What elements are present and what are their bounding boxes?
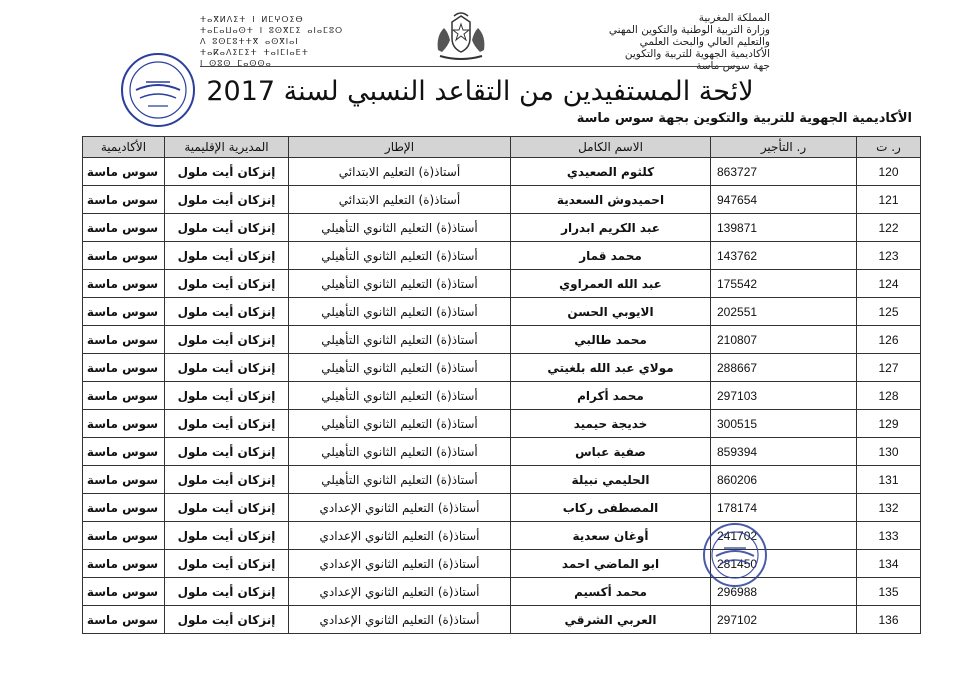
cell-directorate: إنزكان أيت ملول [165, 214, 289, 242]
cell-academy: سوس ماسة [83, 326, 165, 354]
page-subtitle: الأكاديمية الجهوية للتربية والتكوين بجهة سوس ماسة [576, 111, 912, 126]
cell-num: 135 [857, 578, 921, 606]
cell-academy: سوس ماسة [83, 522, 165, 550]
cell-academy: سوس ماسة [83, 158, 165, 186]
col-header-directorate: المديرية الإقليمية [165, 137, 289, 158]
header-tifinagh-line: ⵏ ⵙⵓⵙ ⵎⴰⵙⵙⴰ [200, 59, 272, 68]
cell-name: صفية عباس [511, 438, 711, 466]
header-arabic-block [510, 12, 770, 72]
table-row [83, 550, 921, 578]
cell-academy: سوس ماسة [83, 242, 165, 270]
cell-num: 133 [857, 522, 921, 550]
header-arabic-line: والتعليم العالي والبحث العلمي [639, 36, 770, 48]
table-row [83, 270, 921, 298]
cell-payroll: 297103 [711, 382, 857, 410]
cell-num: 120 [857, 158, 921, 186]
cell-num: 125 [857, 298, 921, 326]
cell-academy: سوس ماسة [83, 382, 165, 410]
header-arabic-line: المملكة المغربية [698, 12, 770, 24]
cell-academy: سوس ماسة [83, 410, 165, 438]
cell-role: أستاذ(ة) التعليم الثانوي التأهيلي [289, 382, 511, 410]
cell-payroll: 175542 [711, 270, 857, 298]
cell-num: 123 [857, 242, 921, 270]
cell-name: احميدوش السعدية [511, 186, 711, 214]
cell-directorate: إنزكان أيت ملول [165, 438, 289, 466]
header-tifinagh-line: ⴷ ⵓⵙⵎⵓⵜⵜⴳ ⴰⵙⴳⵏⴰⵏ [200, 37, 299, 46]
cell-num: 127 [857, 354, 921, 382]
official-stamp-icon [700, 520, 770, 590]
cell-payroll: 143762 [711, 242, 857, 270]
cell-role: أستاذ(ة) التعليم الثانوي التأهيلي [289, 354, 511, 382]
cell-payroll: 296988 [711, 578, 857, 606]
cell-academy: سوس ماسة [83, 186, 165, 214]
header-tifinagh-line: ⵜⴰⴳⵍⴷⵉⵜ ⵏ ⵍⵎⵖⵔⵉⴱ [200, 15, 304, 24]
cell-name: الحليمي نبيلة [511, 466, 711, 494]
col-header-name: الاسم الكامل [511, 137, 711, 158]
cell-role: أستاذ(ة) التعليم الثانوي التأهيلي [289, 410, 511, 438]
cell-role: أستاذ(ة) التعليم الابتدائي [289, 186, 511, 214]
cell-directorate: إنزكان أيت ملول [165, 326, 289, 354]
cell-num: 121 [857, 186, 921, 214]
col-header-num: ر. ت [857, 137, 921, 158]
table-row [83, 410, 921, 438]
table-row [83, 214, 921, 242]
col-header-role: الإطار [289, 137, 511, 158]
cell-role: أستاذ(ة) التعليم الثانوي التأهيلي [289, 214, 511, 242]
cell-role: أستاذ(ة) التعليم الثانوي التأهيلي [289, 242, 511, 270]
cell-directorate: إنزكان أيت ملول [165, 578, 289, 606]
beneficiaries-table [82, 136, 921, 634]
cell-academy: سوس ماسة [83, 214, 165, 242]
cell-payroll: 139871 [711, 214, 857, 242]
cell-directorate: إنزكان أيت ملول [165, 410, 289, 438]
header-arabic-line: جهة سوس ماسة [696, 60, 770, 72]
cell-academy: سوس ماسة [83, 298, 165, 326]
cell-payroll: 859394 [711, 438, 857, 466]
cell-payroll: 241702 [711, 522, 857, 550]
coat-of-arms-icon [430, 10, 492, 62]
cell-num: 124 [857, 270, 921, 298]
cell-payroll: 288667 [711, 354, 857, 382]
table-row [83, 242, 921, 270]
cell-num: 132 [857, 494, 921, 522]
header-tifinagh-block [200, 14, 420, 69]
cell-name: عبد الله العمراوي [511, 270, 711, 298]
cell-directorate: إنزكان أيت ملول [165, 522, 289, 550]
cell-payroll: 860206 [711, 466, 857, 494]
cell-directorate: إنزكان أيت ملول [165, 382, 289, 410]
cell-role: أستاذ(ة) التعليم الابتدائي [289, 158, 511, 186]
cell-role: أستاذ(ة) التعليم الثانوي الإعدادي [289, 578, 511, 606]
cell-payroll: 178174 [711, 494, 857, 522]
cell-directorate: إنزكان أيت ملول [165, 606, 289, 634]
col-header-academy: الأكاديمية [83, 137, 165, 158]
cell-role: أستاذ(ة) التعليم الثانوي التأهيلي [289, 270, 511, 298]
header-divider [200, 66, 740, 67]
cell-role: أستاذ(ة) التعليم الثانوي الإعدادي [289, 522, 511, 550]
cell-payroll: 863727 [711, 158, 857, 186]
cell-role: أستاذ(ة) التعليم الثانوي التأهيلي [289, 466, 511, 494]
cell-role: أستاذ(ة) التعليم الثانوي الإعدادي [289, 550, 511, 578]
cell-name: العربي الشرقي [511, 606, 711, 634]
cell-directorate: إنزكان أيت ملول [165, 270, 289, 298]
col-header-payroll: ر. التأجير [711, 137, 857, 158]
table-row [83, 354, 921, 382]
header-tifinagh-line: ⵜⴰⴽⴰⴷⵉⵎⵉⵜ ⵜⴰⵏⵎⵏⴰⴹⵜ [200, 48, 309, 57]
header-tifinagh-line: ⵜⴰⵎⴰⵡⴰⵙⵜ ⵏ ⵓⵙⴳⵎⵉ ⴰⵏⴰⵎⵓⵔ [200, 26, 344, 35]
cell-name: ابو الماضي احمد [511, 550, 711, 578]
cell-name: خديجة حيميد [511, 410, 711, 438]
cell-name: محمد أكسيم [511, 578, 711, 606]
cell-academy: سوس ماسة [83, 550, 165, 578]
cell-payroll: 297102 [711, 606, 857, 634]
cell-num: 126 [857, 326, 921, 354]
cell-name: الايوبي الحسن [511, 298, 711, 326]
cell-num: 130 [857, 438, 921, 466]
cell-directorate: إنزكان أيت ملول [165, 298, 289, 326]
table-row [83, 578, 921, 606]
cell-directorate: إنزكان أيت ملول [165, 186, 289, 214]
cell-academy: سوس ماسة [83, 606, 165, 634]
cell-role: أستاذ(ة) التعليم الثانوي الإعدادي [289, 606, 511, 634]
cell-directorate: إنزكان أيت ملول [165, 158, 289, 186]
table-row [83, 326, 921, 354]
cell-num: 136 [857, 606, 921, 634]
cell-academy: سوس ماسة [83, 494, 165, 522]
table-row [83, 606, 921, 634]
cell-academy: سوس ماسة [83, 438, 165, 466]
cell-payroll: 300515 [711, 410, 857, 438]
cell-role: أستاذ(ة) التعليم الثانوي التأهيلي [289, 326, 511, 354]
page-title: لائحة المستفيدين من التقاعد النسبي لسنة 2017 [206, 76, 754, 107]
cell-num: 131 [857, 466, 921, 494]
cell-name: محمد طالبي [511, 326, 711, 354]
cell-directorate: إنزكان أيت ملول [165, 494, 289, 522]
cell-payroll: 947654 [711, 186, 857, 214]
table-row [83, 298, 921, 326]
table-row [83, 466, 921, 494]
cell-payroll: 281450 [711, 550, 857, 578]
cell-payroll: 210807 [711, 326, 857, 354]
table-row [83, 438, 921, 466]
cell-directorate: إنزكان أيت ملول [165, 354, 289, 382]
cell-academy: سوس ماسة [83, 578, 165, 606]
header-arabic-line: الأكاديمية الجهوية للتربية والتكوين [624, 48, 770, 60]
cell-num: 129 [857, 410, 921, 438]
cell-role: أستاذ(ة) التعليم الثانوي التأهيلي [289, 438, 511, 466]
table-row [83, 186, 921, 214]
header-arabic-line: وزارة التربية الوطنية والتكوين المهني [608, 24, 770, 36]
table-row [83, 158, 921, 186]
cell-num: 128 [857, 382, 921, 410]
cell-name: عبد الكريم ابدرار [511, 214, 711, 242]
cell-name: محمد قمار [511, 242, 711, 270]
cell-directorate: إنزكان أيت ملول [165, 550, 289, 578]
cell-name: مولاي عبد الله بلغيتي [511, 354, 711, 382]
cell-num: 122 [857, 214, 921, 242]
cell-name: كلثوم الصعيدي [511, 158, 711, 186]
cell-directorate: إنزكان أيت ملول [165, 466, 289, 494]
cell-academy: سوس ماسة [83, 354, 165, 382]
table-row [83, 494, 921, 522]
cell-name: أوغان سعدية [511, 522, 711, 550]
table-row [83, 522, 921, 550]
cell-num: 134 [857, 550, 921, 578]
table-header-row [83, 137, 921, 158]
cell-directorate: إنزكان أيت ملول [165, 242, 289, 270]
cell-role: أستاذ(ة) التعليم الثانوي التأهيلي [289, 298, 511, 326]
cell-role: أستاذ(ة) التعليم الثانوي الإعدادي [289, 494, 511, 522]
cell-payroll: 202551 [711, 298, 857, 326]
cell-academy: سوس ماسة [83, 466, 165, 494]
table-row [83, 382, 921, 410]
cell-name: محمد أكرام [511, 382, 711, 410]
cell-name: المصطفى ركاب [511, 494, 711, 522]
cell-academy: سوس ماسة [83, 270, 165, 298]
